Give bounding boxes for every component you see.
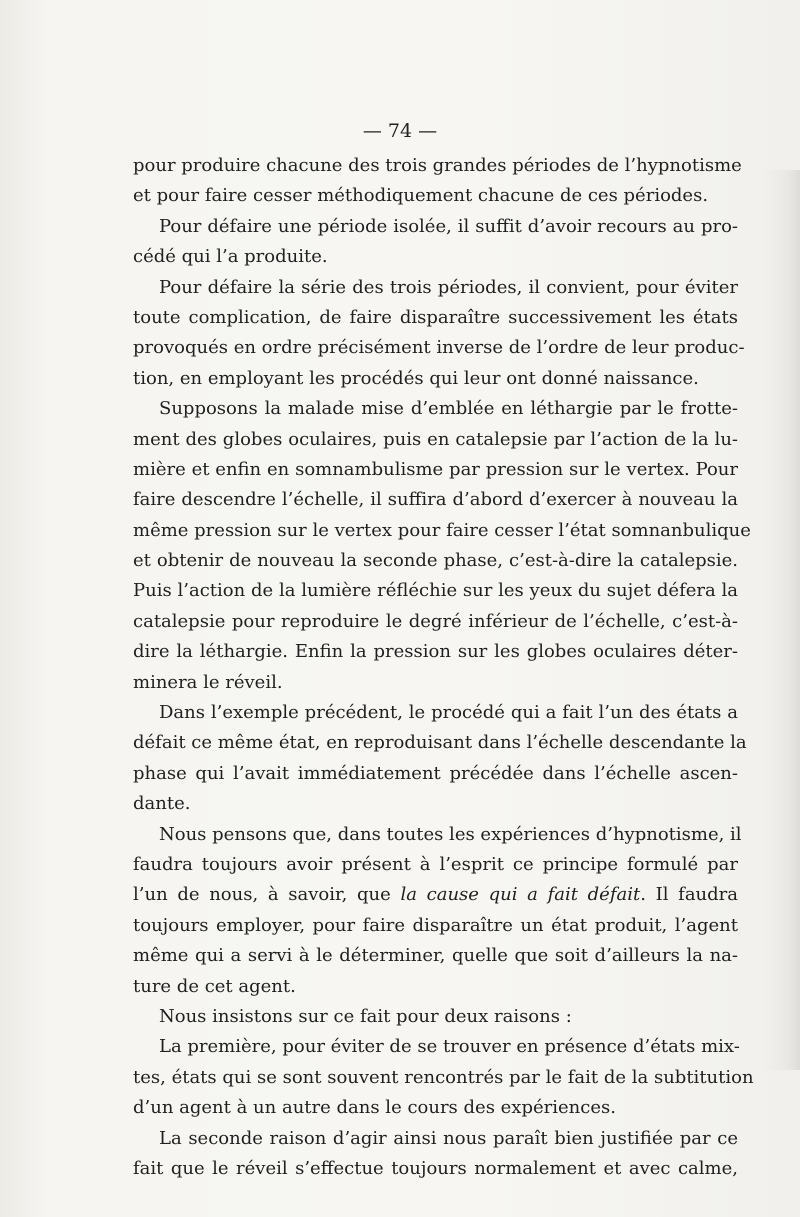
text-line: même qui a servi à le déterminer, quelle que soit d’ailleurs la na- <box>133 945 738 967</box>
text-line: La première, pour éviter de se trouver en présence d’états mix- <box>159 1036 740 1058</box>
text-line: pour produire chacune des trois grandes périodes de l’hypnotisme <box>133 155 742 176</box>
text-line: défait ce même état, en reproduisant dans l’échelle descendante la <box>133 732 747 754</box>
text-line: Puis l’action de la lumière réfléchie sur les yeux du sujet défera la <box>133 580 738 602</box>
italic-phrase: la cause qui a fait défait <box>400 884 641 906</box>
text-line <box>133 880 738 910</box>
text-line: d’un agent à un autre dans le cours des expériences. <box>133 1097 616 1119</box>
page-number: — 74 — <box>362 120 438 142</box>
text-line: phase qui l’avait immédiatement précédée dans l’échelle ascen- <box>133 762 738 784</box>
text-line: dire la léthargie. Enfin la pression sur les globes oculaires déter- <box>133 641 738 663</box>
text-line: ment des globes oculaires, puis en catalepsie par l’action de la lu- <box>133 428 738 450</box>
text-line: Pour défaire une période isolée, il suffit d’avoir recours au pro- <box>159 215 738 237</box>
text-line: faudra toujours avoir présent à l’esprit ce principe formulé par <box>133 853 738 875</box>
text-line: même pression sur le vertex pour faire cesser l’état somnanbulique <box>133 519 751 541</box>
text-line: faire descendre l’échelle, il suffira d’abord d’exercer à nouveau la <box>133 489 738 511</box>
text-line: minera le réveil. <box>133 671 283 693</box>
text-line: et pour faire cesser méthodiquement chacune de ces périodes. <box>133 185 709 207</box>
text-line: La seconde raison d’agir ainsi nous paraît bien justifiée par ce <box>159 1127 738 1149</box>
text-line: et obtenir de nouveau la seconde phase, c’est-à-dire la catalepsie. <box>133 550 738 572</box>
text-line: cédé qui l’a produite. <box>133 246 328 268</box>
text-line: toujours employer, pour faire disparaître un état produit, l’agent <box>133 914 738 936</box>
text-segment: l’un de nous, à savoir, que <box>133 884 401 906</box>
text-line: tion, en employant les procédés qui leur ont donné naissance. <box>133 367 699 389</box>
text-line: provoqués en ordre précisément inverse de l’ordre de leur produc- <box>133 337 745 359</box>
text-line: Nous pensons que, dans toutes les expériences d’hypnotisme, il <box>159 823 742 845</box>
text-line: tes, états qui se sont souvent rencontrés par le fait de la subtitution <box>133 1066 754 1088</box>
text-line: mière et enfin en somnambulisme par pression sur le vertex. Pour <box>133 458 738 480</box>
text-line: Pour défaire la série des trois périodes, il convient, pour éviter <box>159 276 738 298</box>
text-line: Supposons la malade mise d’emblée en léthargie par le frotte- <box>159 398 738 420</box>
text-line: toute complication, de faire disparaître successivement les états <box>133 306 738 328</box>
text-line: ture de cet agent. <box>133 975 296 997</box>
text-line: dante. <box>133 793 191 815</box>
text-line: fait que le réveil s’effectue toujours normalement et avec calme, <box>133 1157 738 1179</box>
page-edge-shadow <box>764 170 800 1070</box>
text-line: Dans l’exemple précédent, le procédé qui a fait l’un des états a <box>159 702 738 724</box>
text-segment: . Il faudra <box>640 884 739 906</box>
text-line: Nous insistons sur ce fait pour deux raisons : <box>159 1005 572 1027</box>
body-text <box>133 151 754 1184</box>
text-line: catalepsie pour reproduire le degré inférieur de l’échelle, c’est-à- <box>133 610 738 632</box>
